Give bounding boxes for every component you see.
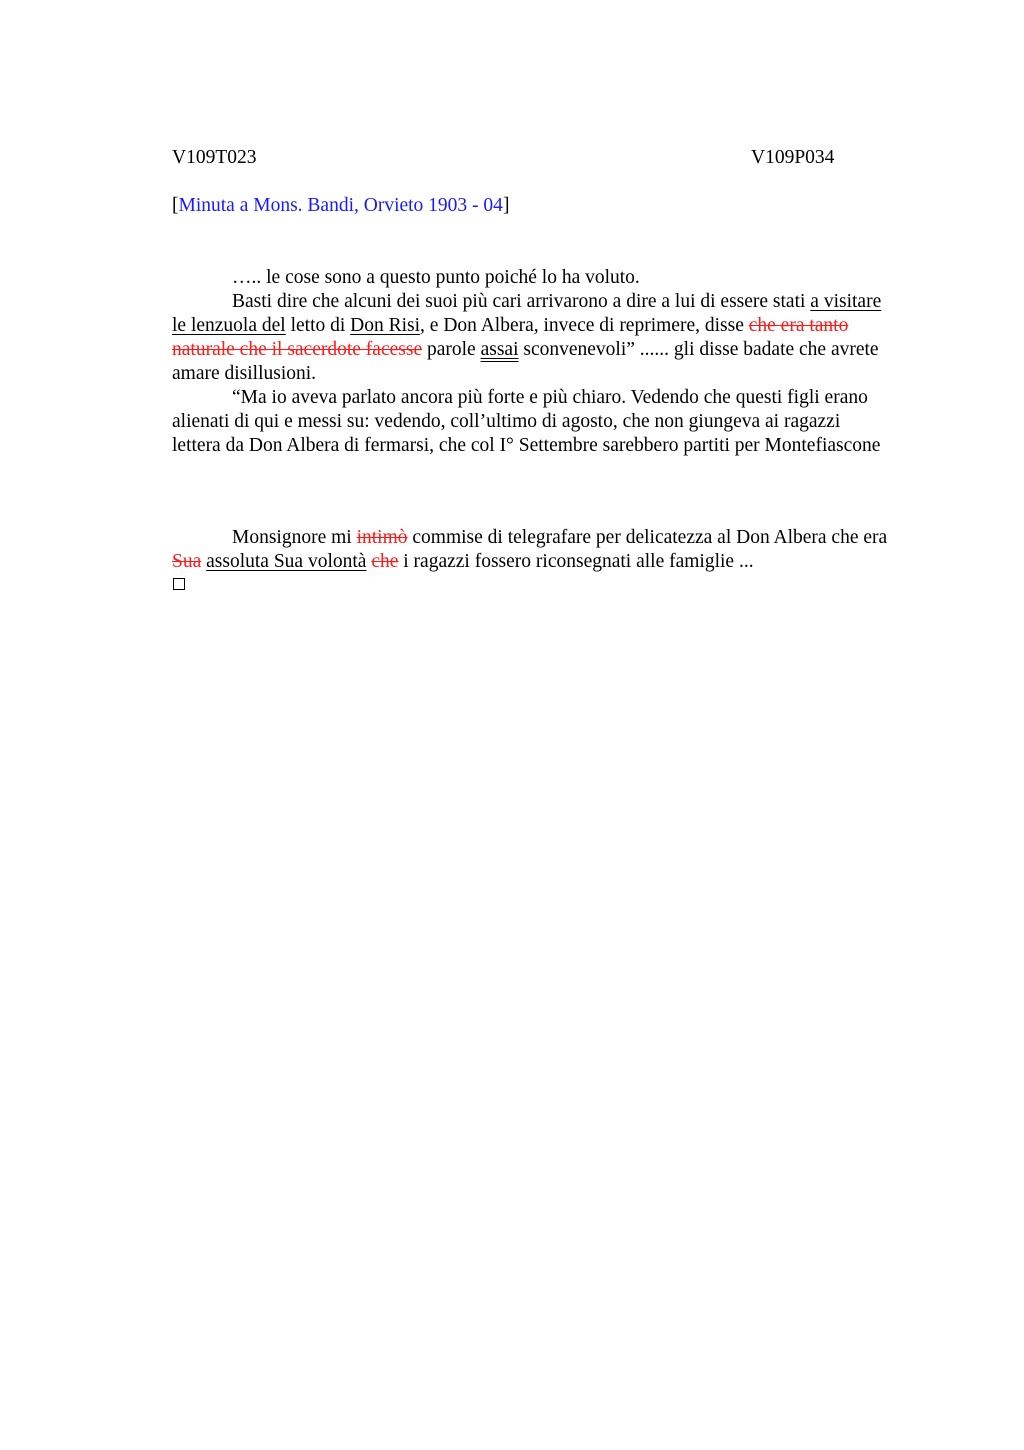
underlined-name: Don Risi	[350, 315, 421, 336]
paragraph-4-line-2	[172, 550, 932, 574]
document-code-left: V109T023	[172, 147, 257, 168]
paragraph-2-line-1	[172, 290, 932, 314]
underlined-text: assoluta Sua volontà	[206, 551, 367, 572]
paragraph-4-line-1	[172, 526, 932, 550]
p2-text: , e Don Albera, invece di reprimere, disse	[420, 315, 749, 336]
paragraph-3-line-3: lettera da Don Albera di fermarsi, che col I° Settembre sarebbero partiti per Montefiascone	[172, 435, 881, 456]
deleted-text: Sua	[172, 551, 202, 572]
text-block-final	[172, 526, 932, 574]
deleted-text: naturale che il sacerdote facesse	[172, 339, 423, 360]
paragraph-2-line-2	[172, 314, 932, 338]
p2-text: letto di	[285, 315, 351, 336]
deleted-text: che	[371, 551, 399, 572]
paragraph-2-line-3	[172, 338, 932, 362]
p2-text: parole	[422, 339, 481, 360]
title-open-bracket: [	[172, 195, 179, 216]
square-outline-icon	[173, 578, 185, 590]
deleted-text: che era tanto	[748, 315, 849, 336]
underlined-text: a visitare	[810, 291, 882, 312]
paragraph-3-line-1: “Ma io aveva parlato ancora più forte e più chiaro. Vedendo che questi figli erano	[232, 387, 868, 408]
double-underlined-text: assai	[480, 339, 519, 360]
p2-text: sconvenevoli” ...... gli disse badate che avrete	[518, 339, 879, 360]
p4-text: i ragazzi fossero riconsegnati alle famiglie ...	[398, 551, 754, 572]
underlined-text: le lenzuola del	[172, 315, 286, 336]
paragraph-2-line-4: amare disillusioni.	[172, 363, 317, 384]
document-title	[172, 194, 509, 218]
text-block-main	[172, 266, 932, 458]
paragraph-3-line-2: alienati di qui e messi su: vedendo, coll’ultimo di agosto, che non giungeva ai ragazzi	[172, 411, 841, 432]
paragraph-1: ….. le cose sono a questo punto poiché lo ha voluto.	[232, 267, 640, 288]
title-text: Minuta a Mons. Bandi, Orvieto 1903 - 04	[178, 195, 503, 216]
deleted-text: intimò	[356, 527, 408, 548]
p4-text: commise di telegrafare per delicatezza al Don Albera che era	[407, 527, 888, 548]
document-code-right: V109P034	[751, 147, 835, 168]
title-close-bracket: ]	[502, 195, 510, 216]
p2-text: Basti dire che alcuni dei suoi più cari arrivarono a dire a lui di essere stati	[232, 291, 811, 312]
p4-text: Monsignore mi	[232, 527, 357, 548]
